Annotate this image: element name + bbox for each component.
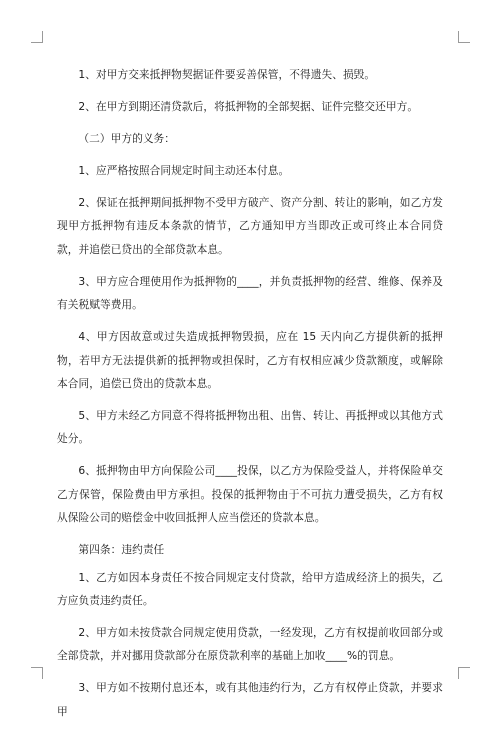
paragraph-8: 6、抵押物由甲方向保险公司____投保，以乙方为保险受益人，并将保险单交乙方保管，保险费由甲方承担。投保的抵押物由于不可抗力遭受损失，乙方有权从保险公司的赔偿金中收回抵押人应当偿还的贷款本息。 [57, 464, 443, 525]
paragraph-3: 1、应严格按照合同规定时间主动还本付息。 [78, 164, 290, 177]
paragraph-6: 4、甲方因故意或过失造成抵押物毁损，应在 15 天内向乙方提供新的抵押物，若甲方无法提供新的抵押物或担保时，乙方有权相应减少贷款额度，或解除本合同，追偿已贷出的贷款本息。 [57, 330, 443, 391]
paragraph-11: 3、甲方如不按期付息还本，或有其他违约行为，乙方有权停止贷款，并要求甲 [57, 681, 443, 718]
paragraph-7: 5、甲方未经乙方同意不得将抵押物出租、出售、转让、再抵押或以其他方式处分。 [57, 409, 443, 446]
paragraph-4: 2、保证在抵押期间抵押物不受甲方破产、资产分割、转让的影响，如乙方发现甲方抵押物有违反本条款的情节，乙方通知甲方当即改正或可终止本合同贷款，并追偿已贷出的全部贷款本息。 [57, 196, 443, 256]
paragraph-9: 1、乙方如因本身责任不按合同规定支付贷款，给甲方造成经济上的损失，乙方应负责违约责任。 [57, 570, 443, 608]
crop-mark-top-right [458, 31, 470, 43]
paragraph-5: 3、甲方应合理使用作为抵押物的____，并负责抵押物的经营、维修、保养及有关税赋等费用。 [57, 274, 443, 312]
crop-mark-bottom-right [458, 667, 470, 679]
section-heading-obligations: （二）甲方的义务： [78, 132, 176, 145]
paragraph-2: 2、在甲方到期还清贷款后，将抵押物的全部契据、证件完整交还甲方。 [78, 100, 419, 113]
crop-mark-bottom-left [31, 667, 43, 679]
crop-mark-top-left [31, 31, 43, 43]
document-body [57, 63, 443, 732]
article-heading-breach: 第四条：违约责任 [78, 543, 165, 557]
paragraph-1: 1、对甲方交来抵押物契据证件要妥善保管，不得遗失、损毁。 [78, 68, 376, 81]
paragraph-10: 2、甲方如未按贷款合同规定使用贷款，一经发现，乙方有权提前收回部分或全部贷款，并对挪用贷款部分在原贷款利率的基础上加收____%的罚息。 [57, 626, 443, 663]
